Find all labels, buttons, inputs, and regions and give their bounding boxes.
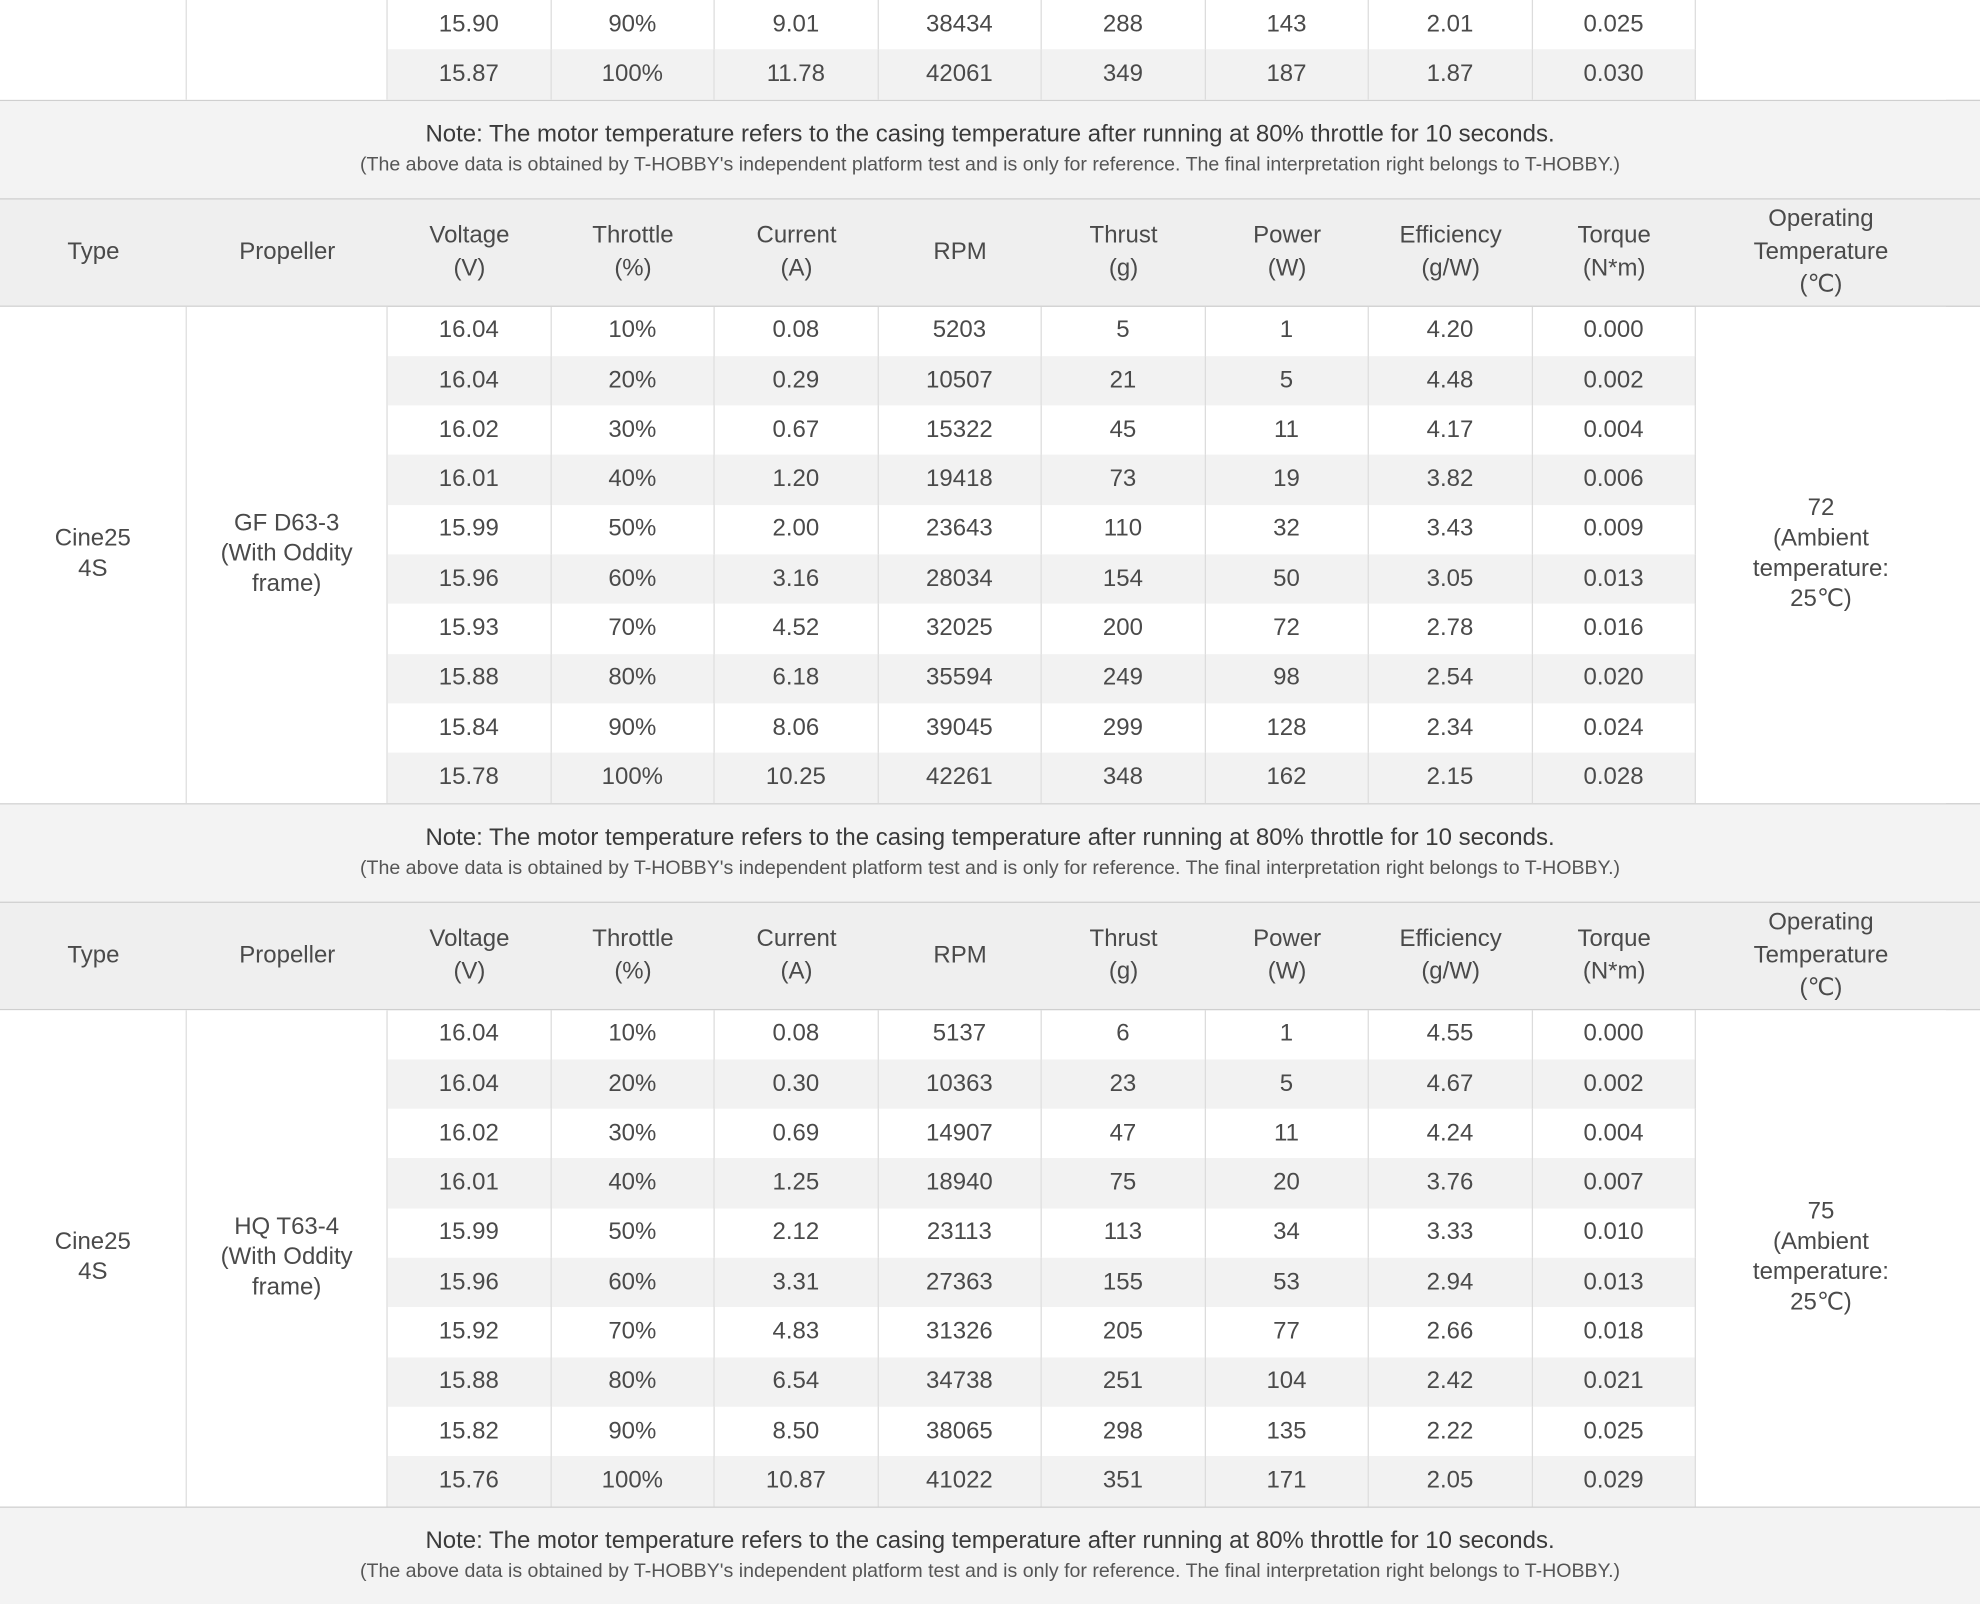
data-cell: 30% — [551, 1109, 715, 1159]
data-cell: 288 — [1042, 0, 1206, 50]
data-cell: 0.002 — [1532, 356, 1696, 406]
propeller-cell-empty — [187, 0, 388, 99]
data-cell: 39045 — [878, 703, 1042, 753]
note-disclaimer: (The above data is obtained by T-HOBBY's independent platform test and is only for reference. The final interpretation right belongs to T-HOBBY.) — [359, 154, 1621, 176]
data-cell: 38065 — [878, 1407, 1042, 1457]
data-cell: 20% — [551, 356, 715, 406]
column-header-line: Current — [756, 221, 837, 249]
data-cell: 0.013 — [1532, 1258, 1696, 1308]
table-header — [0, 198, 1980, 307]
temperature-line: temperature: — [1752, 1259, 1889, 1286]
data-cell: 0.29 — [715, 356, 879, 406]
propeller-line: frame) — [251, 1274, 322, 1301]
data-cell: 5203 — [878, 306, 1042, 356]
column-header-line: Power — [1253, 925, 1322, 952]
data-cell: 171 — [1205, 1456, 1369, 1506]
data-cell: 10.87 — [715, 1456, 879, 1506]
temperature-line: 72 — [1807, 495, 1835, 522]
column-header-line: (%) — [614, 254, 652, 282]
column-header-line: Throttle — [592, 925, 674, 952]
data-cell: 4.55 — [1369, 1010, 1533, 1060]
type-cell-empty — [0, 0, 187, 99]
data-cell: 23 — [1042, 1059, 1206, 1109]
column-header-line: RPM — [933, 238, 987, 265]
data-cell: 298 — [1042, 1407, 1206, 1457]
data-cell: 2.12 — [715, 1208, 879, 1258]
data-cell: 15.76 — [388, 1456, 552, 1506]
data-cell: 0.007 — [1532, 1159, 1696, 1209]
column-header-line: Voltage — [429, 221, 510, 249]
data-cell: 15.82 — [388, 1407, 552, 1457]
column-header — [715, 902, 879, 1008]
column-header-line: Efficiency — [1399, 221, 1502, 249]
data-cell: 40% — [551, 455, 715, 505]
test-note — [0, 803, 1980, 901]
data-cell: 349 — [1042, 50, 1206, 100]
data-cell: 0.004 — [1532, 1109, 1696, 1159]
column-header-line: (N*m) — [1582, 957, 1646, 985]
data-cell: 15.96 — [388, 1258, 552, 1308]
data-cell: 42061 — [878, 50, 1042, 100]
data-cell: 4.48 — [1369, 356, 1533, 406]
data-cell: 251 — [1042, 1357, 1206, 1407]
data-cell: 113 — [1042, 1208, 1206, 1258]
data-cell: 30% — [551, 406, 715, 456]
column-header-line: (g/W) — [1421, 254, 1480, 282]
data-cell: 10363 — [878, 1059, 1042, 1109]
column-header-line: Operating — [1768, 205, 1874, 232]
data-cell: 2.15 — [1369, 753, 1533, 803]
data-cell: 0.021 — [1532, 1357, 1696, 1407]
data-cell: 16.02 — [388, 1109, 552, 1159]
column-header — [1532, 902, 1696, 1008]
data-cell: 3.43 — [1369, 505, 1533, 555]
data-cell: 35594 — [878, 654, 1042, 704]
data-cell: 0.018 — [1532, 1307, 1696, 1357]
data-cell: 19 — [1205, 455, 1369, 505]
data-cell: 15.92 — [388, 1307, 552, 1357]
data-cell: 15.87 — [388, 50, 552, 100]
data-cell: 60% — [551, 554, 715, 604]
data-cell: 98 — [1205, 654, 1369, 704]
data-cell: 70% — [551, 1307, 715, 1357]
data-cell: 6 — [1042, 1010, 1206, 1060]
data-cell: 60% — [551, 1258, 715, 1308]
data-cell: 20 — [1205, 1159, 1369, 1209]
data-cell: 4.20 — [1369, 306, 1533, 356]
data-cell: 0.013 — [1532, 554, 1696, 604]
data-cell: 34738 — [878, 1357, 1042, 1407]
column-header-line: (℃) — [1799, 270, 1843, 298]
data-cell: 14907 — [878, 1109, 1042, 1159]
column-header — [1369, 902, 1533, 1008]
data-cell: 0.024 — [1532, 703, 1696, 753]
data-cell: 75 — [1042, 1159, 1206, 1209]
column-header-line: Throttle — [592, 221, 674, 249]
data-cell: 16.04 — [388, 306, 552, 356]
data-cell: 16.04 — [388, 356, 552, 406]
data-cell: 0.030 — [1532, 50, 1696, 100]
data-cell: 155 — [1042, 1258, 1206, 1308]
data-cell: 15.99 — [388, 1208, 552, 1258]
data-cell: 47 — [1042, 1109, 1206, 1159]
data-cell: 110 — [1042, 505, 1206, 555]
data-cell: 4.83 — [715, 1307, 879, 1357]
temperature-cell-empty — [1696, 0, 1946, 99]
note-line: Note: The motor temperature refers to the casing temperature after running at 80% throttle for 10 seconds. — [425, 824, 1555, 852]
data-cell: 20% — [551, 1059, 715, 1109]
temperature-line: 25℃) — [1790, 586, 1852, 613]
note-line: Note: The motor temperature refers to the casing temperature after running at 80% throttle for 10 seconds. — [425, 1528, 1555, 1555]
data-cell: 187 — [1205, 50, 1369, 100]
data-cell: 162 — [1205, 753, 1369, 803]
data-cell: 2.00 — [715, 505, 879, 555]
column-header-line: Propeller — [239, 941, 336, 969]
column-header-line: Type — [67, 941, 120, 969]
note-disclaimer: (The above data is obtained by T-HOBBY's independent platform test and is only for reference. The final interpretation right belongs to T-HOBBY.) — [359, 1560, 1621, 1583]
data-cell: 15.90 — [388, 0, 552, 50]
data-cell: 34 — [1205, 1208, 1369, 1258]
data-cell: 15322 — [878, 406, 1042, 456]
temperature-line: (Ambient — [1772, 525, 1869, 552]
data-cell: 104 — [1205, 1357, 1369, 1407]
column-header-line: (g) — [1108, 957, 1139, 985]
data-cell: 2.94 — [1369, 1258, 1533, 1308]
data-table — [0, 306, 1980, 802]
column-header-line: (℃) — [1799, 974, 1843, 1001]
propeller-line: (With Oddity — [220, 1243, 353, 1271]
column-header — [1369, 199, 1533, 305]
data-table-partial — [0, 0, 1980, 99]
column-header — [187, 199, 388, 305]
data-cell: 10507 — [878, 356, 1042, 406]
data-cell: 3.33 — [1369, 1208, 1533, 1258]
column-header — [1696, 902, 1946, 1008]
column-header-line: (W) — [1267, 254, 1307, 282]
data-cell: 5137 — [878, 1010, 1042, 1060]
data-cell: 77 — [1205, 1307, 1369, 1357]
column-header-line: RPM — [933, 941, 987, 969]
data-cell: 38434 — [878, 0, 1042, 50]
data-cell: 73 — [1042, 455, 1206, 505]
table-header — [0, 901, 1980, 1010]
type-line: Cine25 — [54, 525, 131, 552]
column-header-line: (A) — [780, 957, 813, 985]
data-cell: 15.99 — [388, 505, 552, 555]
data-cell: 70% — [551, 604, 715, 654]
data-cell: 16.01 — [388, 1159, 552, 1209]
data-cell: 9.01 — [715, 0, 879, 50]
data-cell: 2.66 — [1369, 1307, 1533, 1357]
data-cell: 0.000 — [1532, 306, 1696, 356]
data-cell: 1.20 — [715, 455, 879, 505]
data-cell: 16.04 — [388, 1059, 552, 1109]
data-cell: 27363 — [878, 1258, 1042, 1308]
column-header — [1205, 199, 1369, 305]
data-cell: 143 — [1205, 0, 1369, 50]
column-header — [551, 902, 715, 1008]
data-cell: 11 — [1205, 406, 1369, 456]
data-cell: 15.88 — [388, 654, 552, 704]
column-header-line: Propeller — [239, 238, 336, 265]
column-header — [388, 902, 552, 1008]
data-cell: 6.54 — [715, 1357, 879, 1407]
data-cell: 0.67 — [715, 406, 879, 456]
column-header-line: Torque — [1577, 925, 1651, 952]
column-header-line: Efficiency — [1399, 925, 1502, 952]
data-cell: 0.08 — [715, 1010, 879, 1060]
column-header-line: (W) — [1267, 957, 1307, 985]
data-cell: 0.016 — [1532, 604, 1696, 654]
data-cell: 1.25 — [715, 1159, 879, 1209]
column-header-line: Temperature — [1753, 941, 1889, 969]
data-cell: 0.004 — [1532, 406, 1696, 456]
temperature-cell — [1696, 306, 1946, 802]
column-header-line: (%) — [614, 957, 652, 985]
column-header-line: Voltage — [429, 925, 510, 952]
column-header-line: Thrust — [1089, 221, 1158, 249]
type-cell — [0, 306, 187, 802]
data-cell: 4.17 — [1369, 406, 1533, 456]
column-header-line: Thrust — [1089, 925, 1158, 952]
data-cell: 249 — [1042, 654, 1206, 704]
column-header — [551, 199, 715, 305]
data-cell: 16.01 — [388, 455, 552, 505]
data-cell: 2.05 — [1369, 1456, 1533, 1506]
data-cell: 0.009 — [1532, 505, 1696, 555]
data-cell: 3.76 — [1369, 1159, 1533, 1209]
data-cell: 3.31 — [715, 1258, 879, 1308]
data-cell: 2.54 — [1369, 654, 1533, 704]
data-cell: 5 — [1042, 306, 1206, 356]
column-header — [878, 199, 1042, 305]
data-cell: 3.82 — [1369, 455, 1533, 505]
propeller-line: HQ T63-4 — [234, 1213, 340, 1241]
propeller-cell — [187, 1010, 388, 1506]
data-cell: 23113 — [878, 1208, 1042, 1258]
data-cell: 1 — [1205, 306, 1369, 356]
data-cell: 0.08 — [715, 306, 879, 356]
data-cell: 50% — [551, 505, 715, 555]
data-cell: 10% — [551, 1010, 715, 1060]
data-cell: 135 — [1205, 1407, 1369, 1457]
data-cell: 90% — [551, 0, 715, 50]
data-cell: 90% — [551, 703, 715, 753]
data-table — [0, 1010, 1980, 1506]
data-cell: 0.000 — [1532, 1010, 1696, 1060]
test-note — [0, 99, 1980, 197]
data-cell: 31326 — [878, 1307, 1042, 1357]
data-cell: 8.50 — [715, 1407, 879, 1457]
data-cell: 90% — [551, 1407, 715, 1457]
data-cell: 299 — [1042, 703, 1206, 753]
data-cell: 32025 — [878, 604, 1042, 654]
data-cell: 16.02 — [388, 406, 552, 456]
column-header-line: (N*m) — [1582, 254, 1646, 282]
data-cell: 351 — [1042, 1456, 1206, 1506]
data-cell: 2.34 — [1369, 703, 1533, 753]
column-header-line: Temperature — [1753, 238, 1889, 265]
data-cell: 2.22 — [1369, 1407, 1533, 1457]
data-cell: 200 — [1042, 604, 1206, 654]
data-cell: 0.006 — [1532, 455, 1696, 505]
data-cell: 41022 — [878, 1456, 1042, 1506]
propeller-line: frame) — [251, 570, 322, 598]
data-cell: 5 — [1205, 356, 1369, 406]
data-cell: 72 — [1205, 604, 1369, 654]
data-cell: 0.025 — [1532, 0, 1696, 50]
data-cell: 154 — [1042, 554, 1206, 604]
data-cell: 0.30 — [715, 1059, 879, 1109]
column-header-line: Current — [756, 925, 837, 952]
data-cell: 23643 — [878, 505, 1042, 555]
column-header-line: (g/W) — [1421, 957, 1480, 985]
data-cell: 100% — [551, 753, 715, 803]
data-cell: 2.42 — [1369, 1357, 1533, 1407]
data-cell: 15.88 — [388, 1357, 552, 1407]
data-cell: 6.18 — [715, 654, 879, 704]
data-cell: 4.52 — [715, 604, 879, 654]
propeller-cell — [187, 306, 388, 802]
data-cell: 3.05 — [1369, 554, 1533, 604]
data-cell: 4.24 — [1369, 1109, 1533, 1159]
data-cell: 80% — [551, 1357, 715, 1407]
data-cell: 1.87 — [1369, 50, 1533, 100]
data-cell: 28034 — [878, 554, 1042, 604]
propeller-line: (With Oddity — [220, 540, 353, 568]
data-cell: 4.67 — [1369, 1059, 1533, 1109]
data-cell: 18940 — [878, 1159, 1042, 1209]
column-header — [1205, 902, 1369, 1008]
data-cell: 32 — [1205, 505, 1369, 555]
data-cell: 0.029 — [1532, 1456, 1696, 1506]
column-header — [187, 902, 388, 1008]
data-cell: 3.16 — [715, 554, 879, 604]
data-cell: 8.06 — [715, 703, 879, 753]
type-line: 4S — [78, 1259, 108, 1286]
column-header — [1696, 199, 1946, 305]
type-cell — [0, 1010, 187, 1506]
data-cell: 45 — [1042, 406, 1206, 456]
data-cell: 42261 — [878, 753, 1042, 803]
data-cell: 0.028 — [1532, 753, 1696, 803]
column-header-line: Operating — [1768, 908, 1874, 936]
data-cell: 128 — [1205, 703, 1369, 753]
data-cell: 11 — [1205, 1109, 1369, 1159]
test-note — [0, 1506, 1980, 1604]
data-cell: 348 — [1042, 753, 1206, 803]
data-cell: 11.78 — [715, 50, 879, 100]
column-header-line: (V) — [453, 957, 486, 985]
propeller-line: GF D63-3 — [233, 510, 340, 537]
data-cell: 80% — [551, 654, 715, 704]
data-cell: 0.002 — [1532, 1059, 1696, 1109]
data-cell: 2.78 — [1369, 604, 1533, 654]
column-header — [1042, 199, 1206, 305]
data-cell: 16.04 — [388, 1010, 552, 1060]
column-header — [0, 902, 187, 1008]
data-cell: 5 — [1205, 1059, 1369, 1109]
note-disclaimer: (The above data is obtained by T-HOBBY's independent platform test and is only for reference. The final interpretation right belongs to T-HOBBY.) — [359, 857, 1621, 879]
data-cell: 205 — [1042, 1307, 1206, 1357]
column-header — [0, 199, 187, 305]
temperature-line: temperature: — [1752, 555, 1889, 583]
temperature-line: (Ambient — [1772, 1228, 1869, 1256]
note-line: Note: The motor temperature refers to the casing temperature after running at 80% throttle for 10 seconds. — [425, 121, 1555, 148]
column-header-line: (g) — [1108, 254, 1139, 282]
type-line: Cine25 — [54, 1228, 131, 1256]
data-cell: 0.010 — [1532, 1208, 1696, 1258]
column-header-line: (A) — [780, 254, 813, 282]
data-cell: 50 — [1205, 554, 1369, 604]
data-cell: 21 — [1042, 356, 1206, 406]
data-cell: 0.025 — [1532, 1407, 1696, 1457]
data-cell: 10% — [551, 306, 715, 356]
temperature-line: 75 — [1807, 1198, 1835, 1225]
column-header — [715, 199, 879, 305]
column-header — [1532, 199, 1696, 305]
type-line: 4S — [78, 555, 108, 583]
column-header-line: Type — [67, 238, 120, 265]
data-cell: 1 — [1205, 1010, 1369, 1060]
data-cell: 15.78 — [388, 753, 552, 803]
column-header — [878, 902, 1042, 1008]
column-header-line: Power — [1253, 221, 1322, 249]
data-cell: 100% — [551, 50, 715, 100]
data-cell: 50% — [551, 1208, 715, 1258]
data-cell: 15.93 — [388, 604, 552, 654]
data-cell: 10.25 — [715, 753, 879, 803]
column-header — [388, 199, 552, 305]
data-cell: 15.84 — [388, 703, 552, 753]
data-cell: 0.69 — [715, 1109, 879, 1159]
temperature-cell — [1696, 1010, 1946, 1506]
data-cell: 15.96 — [388, 554, 552, 604]
data-cell: 2.01 — [1369, 0, 1533, 50]
temperature-line: 25℃) — [1790, 1289, 1852, 1316]
data-cell: 100% — [551, 1456, 715, 1506]
column-header-line: Torque — [1577, 221, 1651, 249]
data-cell: 19418 — [878, 455, 1042, 505]
data-cell: 53 — [1205, 1258, 1369, 1308]
data-cell: 40% — [551, 1159, 715, 1209]
column-header — [1042, 902, 1206, 1008]
data-cell: 0.020 — [1532, 654, 1696, 704]
column-header-line: (V) — [453, 254, 486, 282]
